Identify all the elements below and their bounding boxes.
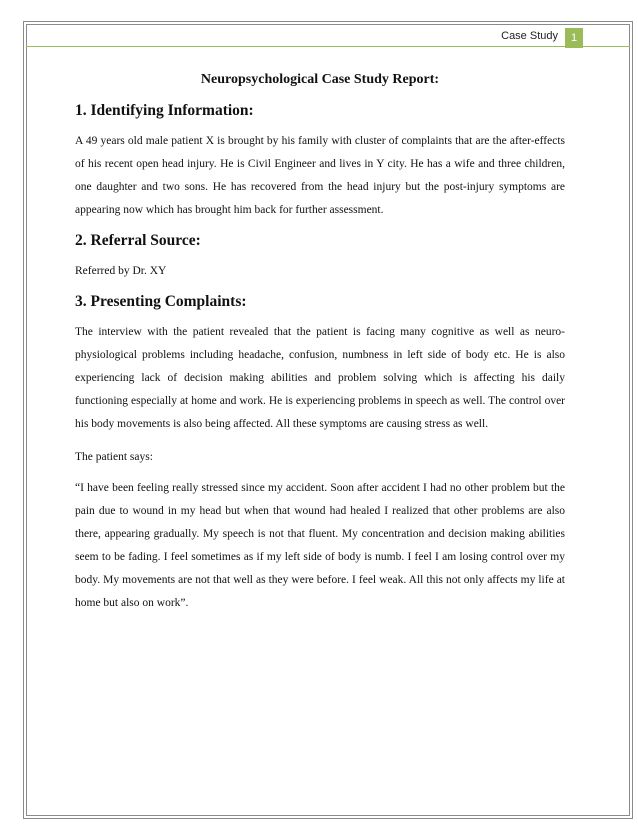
page-header	[0, 28, 638, 48]
document-title: Neuropsychological Case Study Report:	[200, 72, 440, 87]
section-heading-presenting-complaints: 3. Presenting Complaints:	[75, 293, 247, 310]
document-body	[75, 72, 565, 625]
section-heading-referral-source: 2. Referral Source:	[75, 232, 201, 249]
paragraph-identifying-information: A 49 years old male patient X is brought by his family with cluster of complaints that are the after-effects of his recent open head injury. He is Civil Engineer and lives in Y city. He has a wife and three children, one daughter and two sons. He has recovered from the head injury but the post-injury symptoms are appearing now which has brought him back for further assessment.	[75, 135, 565, 216]
page-number-badge: 1	[565, 28, 583, 48]
header-label: Case Study	[501, 30, 558, 42]
paragraph-referral-source: Referred by Dr. XY	[75, 265, 167, 277]
header-rule	[26, 46, 565, 47]
paragraph-presenting-complaints: The interview with the patient revealed that the patient is facing many cognitive as well as neuro-physiological problems including headache, confusion, numbness in left side of body etc. He is also experiencing lack of decision making abilities and problem solving which is affecting his daily functioning especially at home and work. He is experiencing problems in speech as well. The control over his body movements is also being affected. All these symptoms are causing stress as well.	[75, 326, 565, 430]
paragraph-patient-says: The patient says:	[75, 451, 153, 463]
paragraph-patient-quote: “I have been feeling really stressed since my accident. Soon after accident I had no other problem but the pain due to wound in my head but when that wound had healed I realized that other problems are also there, appearing gradually. My speech is not that fluent. My concentration and decision making abilities seem to be fading. I feel sometimes as if my left side of body is numb. I feel I am losing control over my body. My movements are not that well as they were before. I feel weak. All this not only affects my life at home but also on work”.	[75, 482, 565, 609]
header-rule-right	[583, 46, 630, 47]
section-heading-identifying-information: 1. Identifying Information:	[75, 102, 254, 119]
